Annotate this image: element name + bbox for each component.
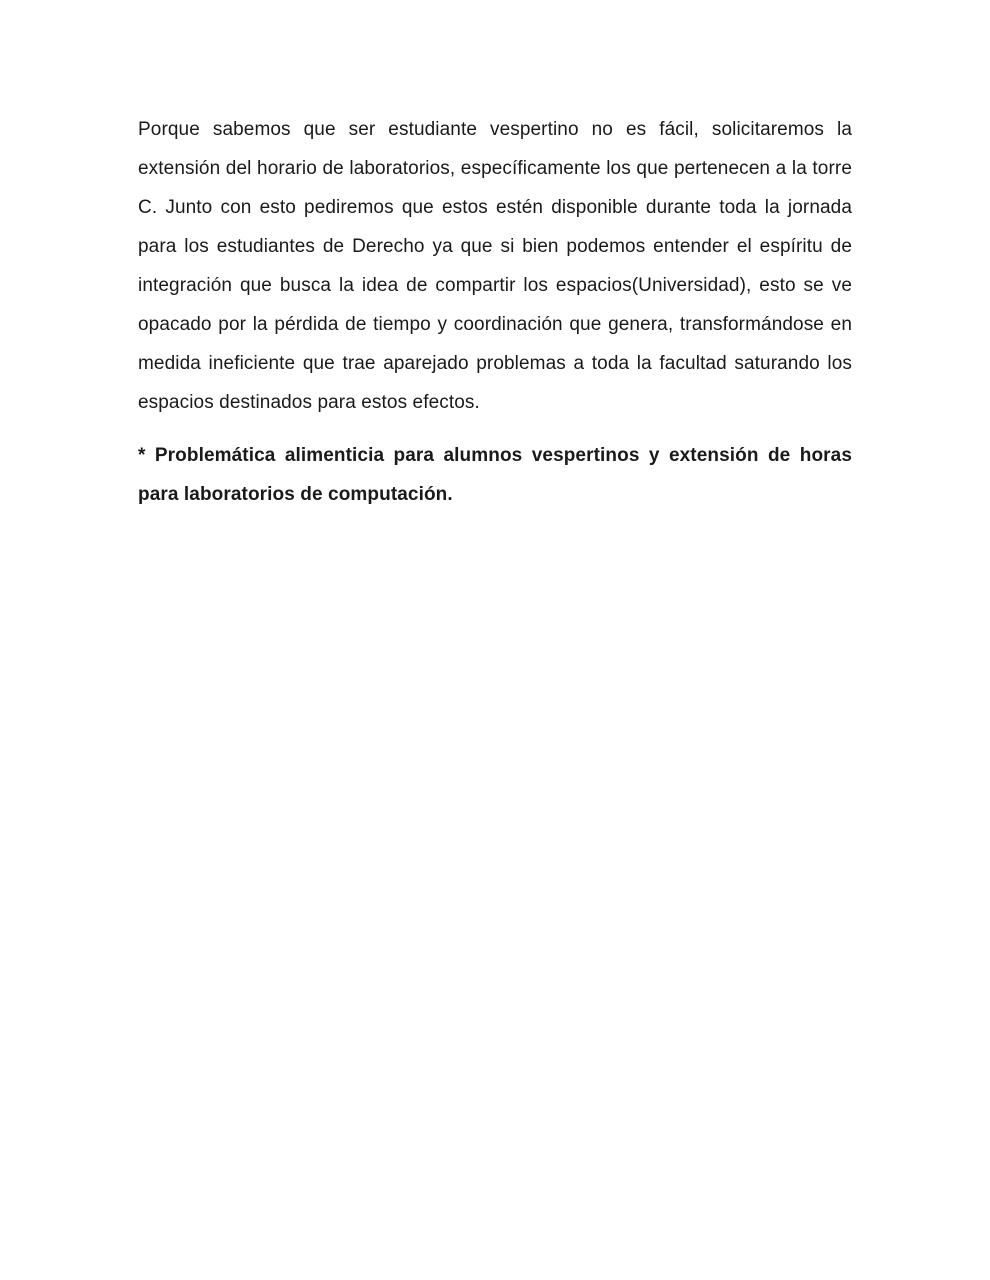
section-heading: * Problemática alimenticia para alumnos vespertinos y extensión de horas para laboratorios de computación. <box>138 445 852 505</box>
document-content <box>138 110 852 514</box>
body-paragraph: Porque sabemos que ser estudiante vespertino no es fácil, solicitaremos la extensión del horario de laboratorios, específicamente los que pertenecen a la torre C. Junto con esto pediremos que estos estén disponible durante toda la jornada para los estudiantes de Derecho ya que si bien podemos entender el espíritu de integración que busca la idea de compartir los espacios(Universidad), esto se ve opacado por la pérdida de tiempo y coordinación que genera, transformándose en medida ineficiente que trae aparejado problemas a toda la facultad saturando los espacios destinados para estos efectos. <box>138 119 852 413</box>
